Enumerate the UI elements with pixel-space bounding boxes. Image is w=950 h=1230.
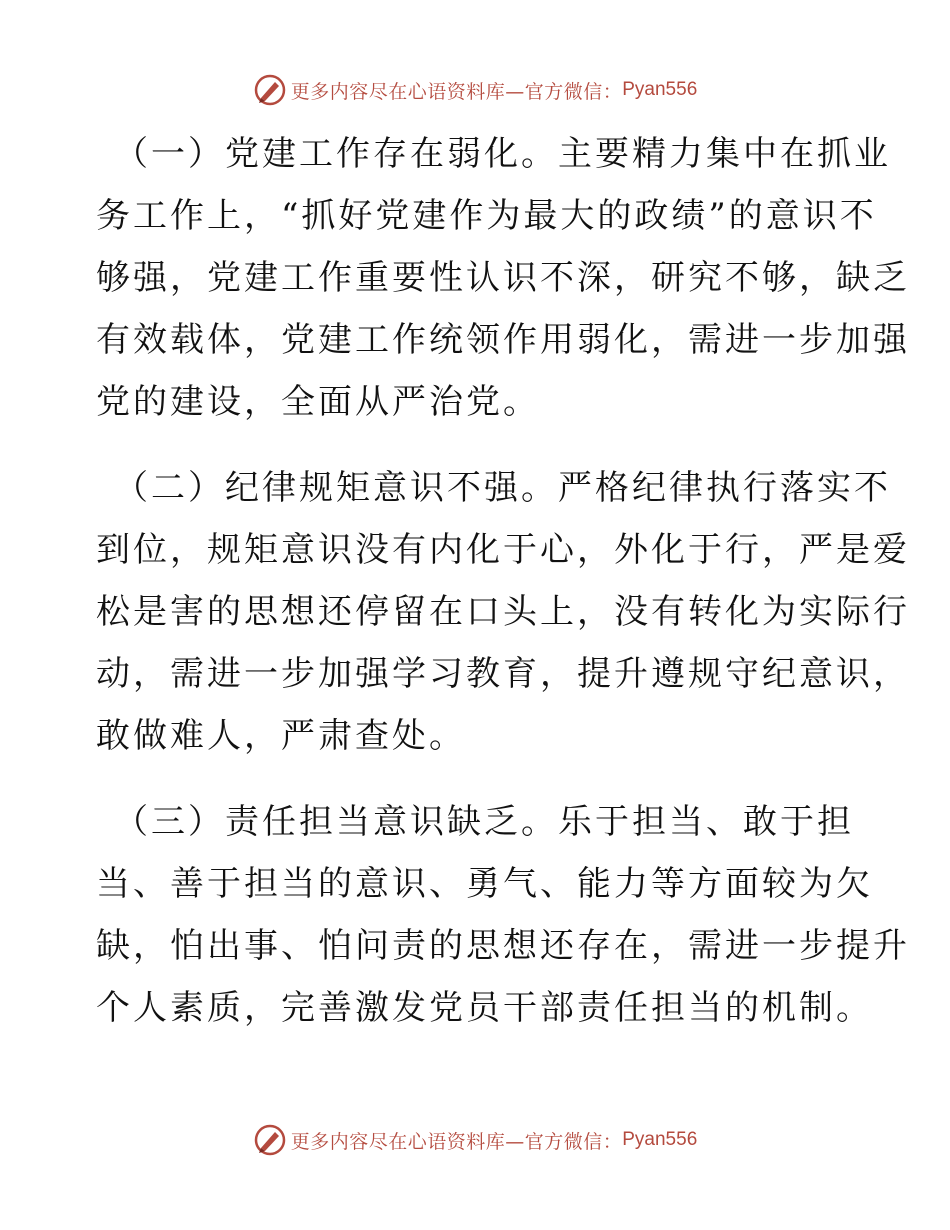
header-watermark-banner <box>0 70 950 110</box>
paragraph-line: （三）责任担当意识缺乏。乐于担当、敢于担 <box>114 802 854 842</box>
paragraph-line: 当、善于担当的意识、勇气、能力等方面较为欠 <box>96 864 873 904</box>
paragraph-1 <box>96 123 910 433</box>
document-body <box>96 123 910 1063</box>
header-banner-text: 更多内容尽在心语资料库—官方微信： <box>290 80 623 103</box>
header-wechat-id: Pyan556 <box>622 79 698 100</box>
footer-wechat-id: Pyan556 <box>622 1129 698 1150</box>
paragraph-line: 个人素质，完善激发党员干部责任担当的机制。 <box>96 988 873 1028</box>
paragraph-line: 党的建设，全面从严治党。 <box>96 382 540 422</box>
paragraph-line: 务工作上，“抓好党建作为最大的政绩”的意识不 <box>96 196 877 236</box>
footer-watermark-banner <box>0 1120 950 1160</box>
paragraph-2 <box>96 457 910 767</box>
footer-banner-text: 更多内容尽在心语资料库—官方微信： <box>290 1130 623 1153</box>
paragraph-line: 有效载体，党建工作统领作用弱化，需进一步加强 <box>96 320 910 360</box>
paragraph-line: 松是害的思想还停留在口头上，没有转化为实际行 <box>96 592 910 632</box>
paragraph-line: （二）纪律规矩意识不强。严格纪律执行落实不 <box>114 468 891 508</box>
paragraph-line: 动，需进一步加强学习教育，提升遵规守纪意识， <box>96 654 910 694</box>
pen-logo-icon <box>253 73 287 107</box>
paragraph-line: 到位，规矩意识没有内化于心，外化于行，严是爱 <box>96 530 910 570</box>
paragraph-line: （一）党建工作存在弱化。主要精力集中在抓业 <box>114 134 891 174</box>
paragraph-line: 敢做难人，严肃查处。 <box>96 716 466 756</box>
paragraph-3 <box>96 791 910 1039</box>
paragraph-line: 缺，怕出事、怕问责的思想还存在，需进一步提升 <box>96 926 910 966</box>
paragraph-line: 够强，党建工作重要性认识不深，研究不够，缺乏 <box>96 258 910 298</box>
pen-logo-icon <box>253 1123 287 1157</box>
